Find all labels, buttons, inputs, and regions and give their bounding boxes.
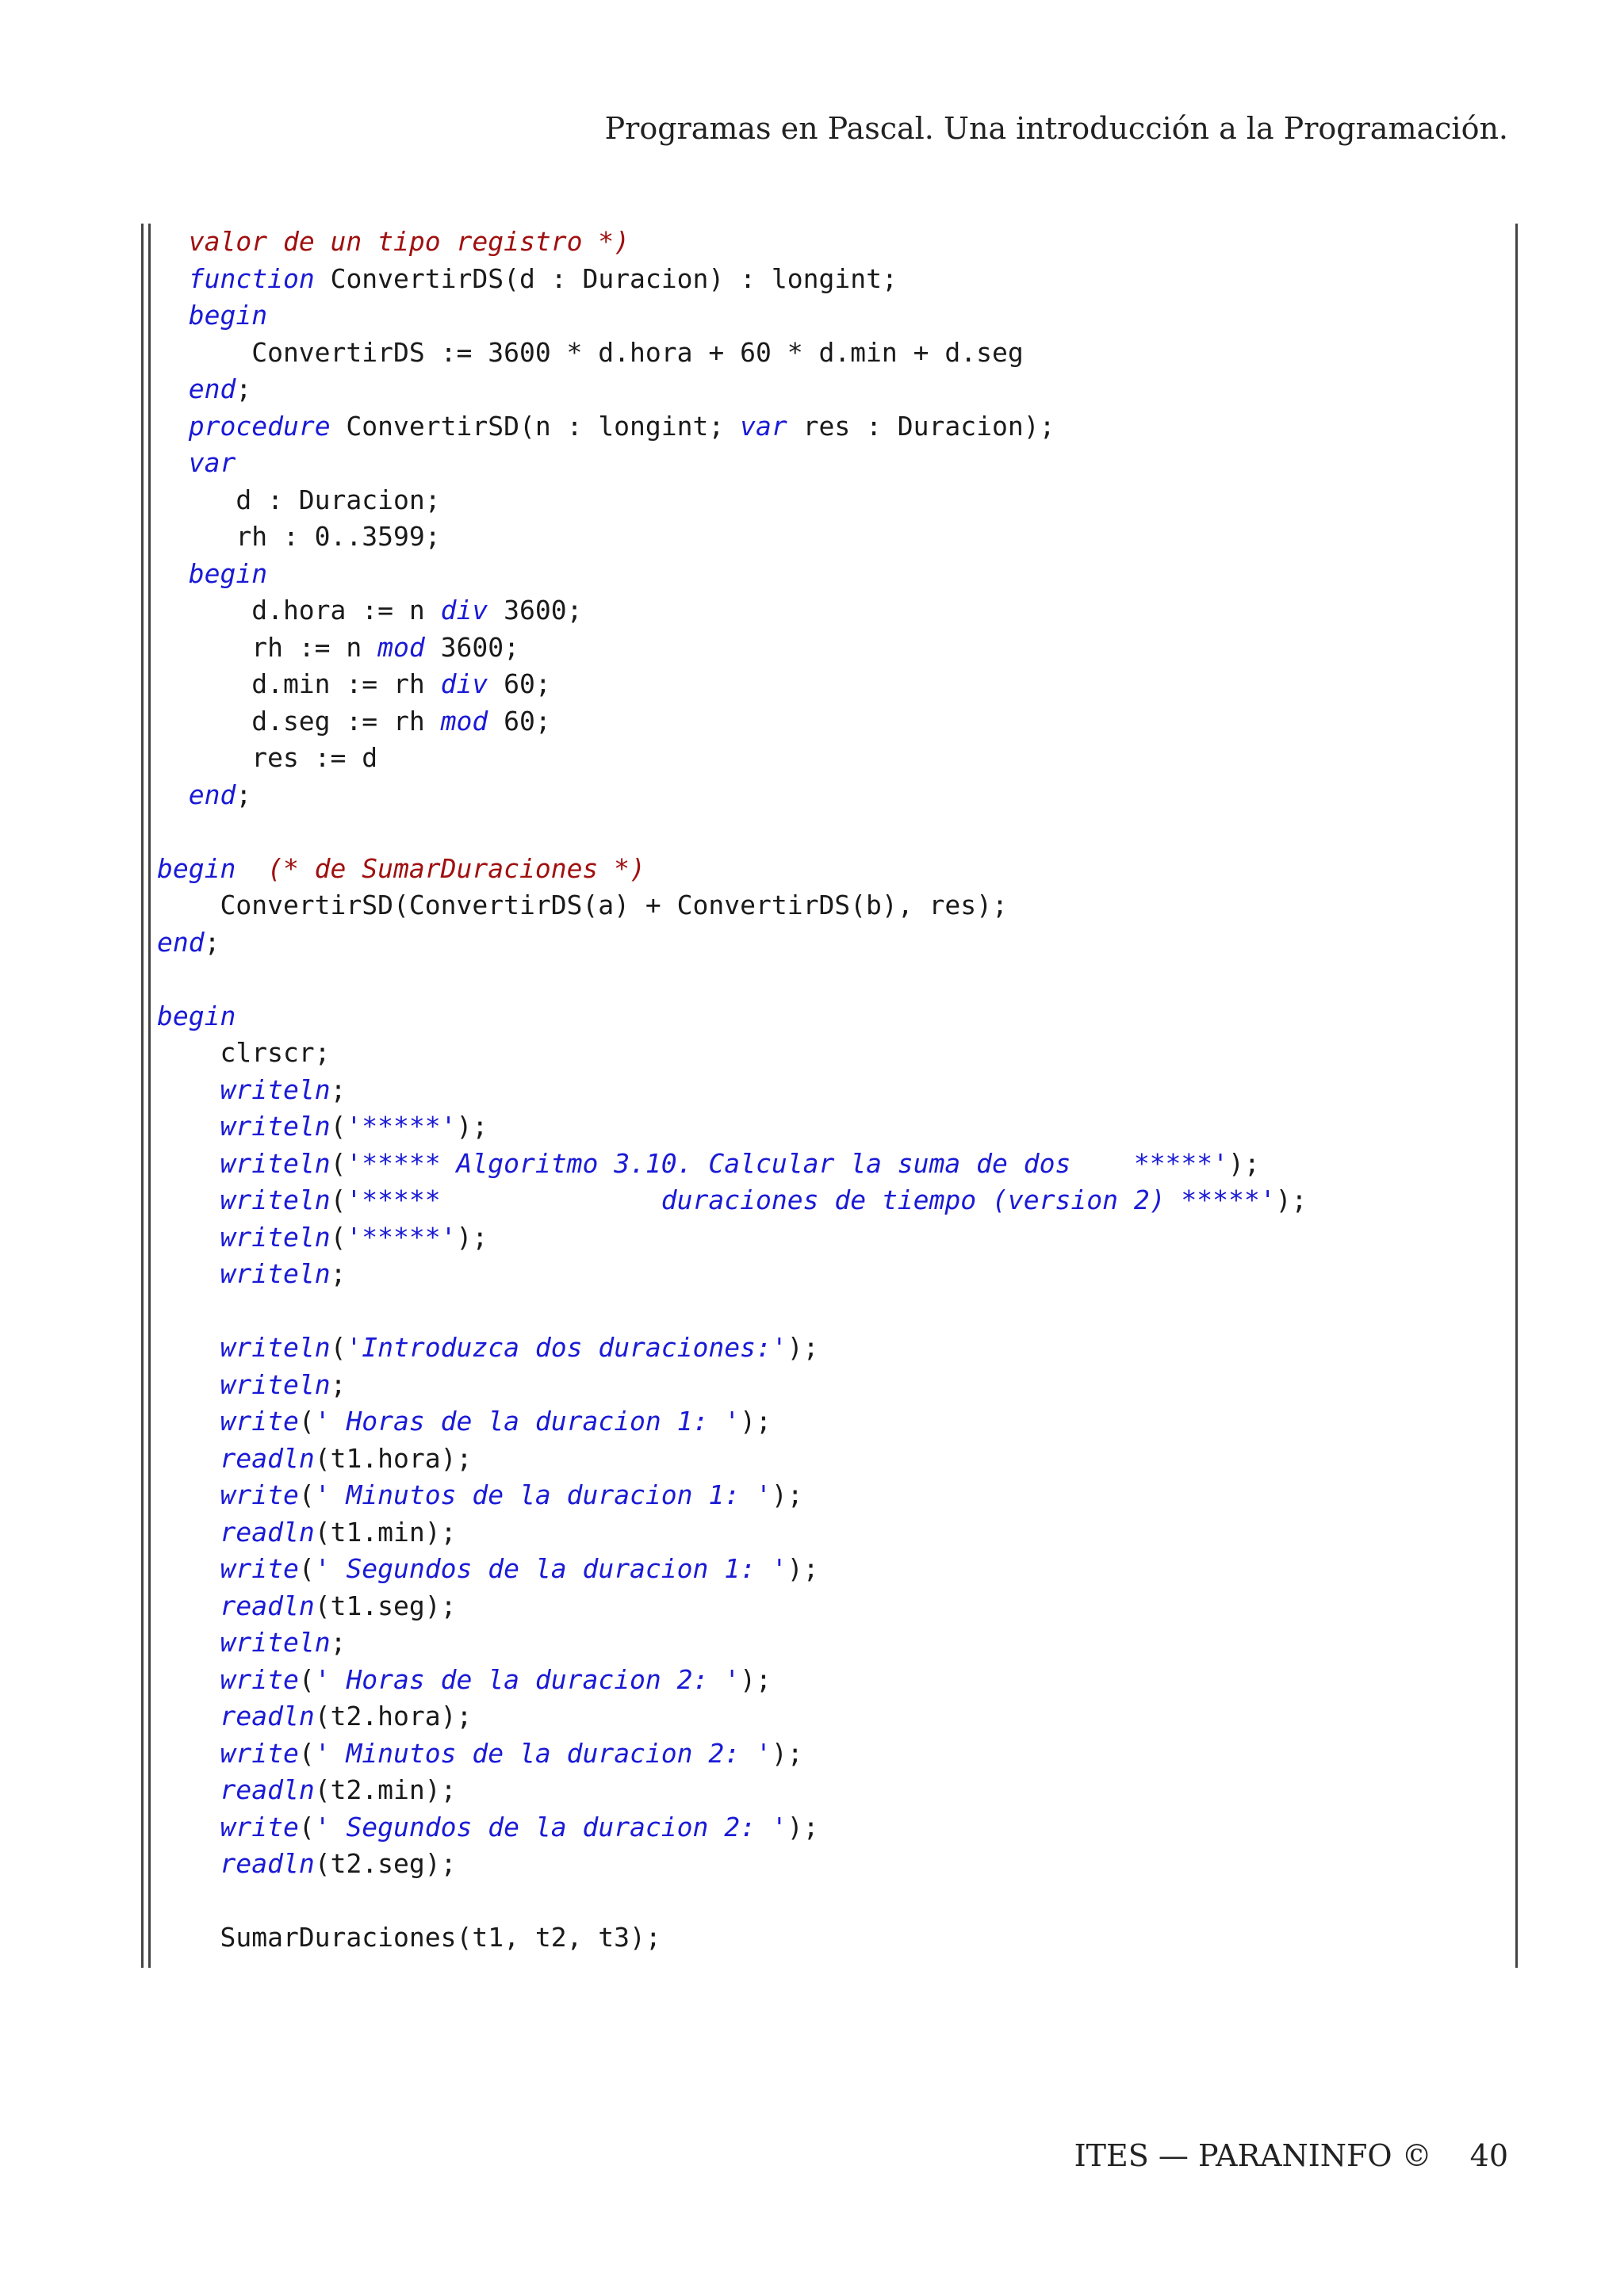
code-text: d.min := rh (157, 668, 441, 699)
code-keyword: end (188, 373, 236, 404)
code-line (157, 1182, 1497, 1219)
code-keyword: writeln (220, 1221, 331, 1253)
code-comment: valor de un tipo registro *) (188, 226, 630, 257)
code-keyword: end (188, 779, 236, 810)
code-text: ; (330, 1073, 347, 1105)
code-text: 60; (488, 668, 551, 699)
code-line (157, 1588, 1497, 1625)
code-text: ; (330, 1368, 347, 1400)
code-line (157, 1883, 1497, 1920)
code-keyword: writeln (220, 1627, 331, 1658)
code-keyword: begin (157, 1000, 236, 1031)
code-text (157, 300, 189, 331)
code-keyword: readln (220, 1516, 315, 1548)
running-header: Programas en Pascal. Una introducción a la Programación. (604, 111, 1508, 146)
code-text: ConvertirDS := 3600 * d.hora + 60 * d.min + d.seg (157, 336, 1024, 368)
code-keyword: var (740, 410, 787, 442)
code-line (157, 629, 1497, 667)
code-line (157, 335, 1497, 372)
code-keyword: readln (220, 1590, 315, 1621)
code-text (157, 1406, 220, 1437)
code-keyword: writeln (220, 1184, 331, 1215)
code-text: res : Duracion); (787, 410, 1055, 442)
code-line (157, 1367, 1497, 1404)
code-line (157, 1035, 1497, 1072)
code-text (157, 1590, 220, 1621)
code-text: 60; (488, 705, 551, 737)
code-text: ( (298, 1811, 315, 1843)
code-keyword: begin (157, 852, 236, 884)
code-text: d.hora := n (157, 595, 441, 626)
code-keyword: writeln (220, 1258, 331, 1289)
code-text (157, 411, 189, 442)
code-line (157, 1403, 1497, 1441)
code-text: ConvertirSD(ConvertirDS(a) + ConvertirDS(b), res); (157, 890, 1008, 920)
code-text (157, 1369, 220, 1400)
code-string: ' Minutos de la duracion 1: ' (314, 1479, 772, 1510)
code-keyword: writeln (220, 1332, 331, 1363)
code-text: SumarDuraciones(t1, t2, t3); (157, 1922, 661, 1953)
code-text: 3600; (488, 595, 583, 626)
code-line (157, 297, 1497, 335)
code-string: '***** Algoritmo 3.10. Calcular la suma de dos *****' (346, 1147, 1229, 1179)
code-text: ; (236, 373, 252, 404)
code-text: ( (330, 1147, 347, 1179)
code-text (157, 373, 189, 404)
left-double-rule-outer (141, 224, 144, 1968)
code-line (157, 1441, 1497, 1478)
code-text: ); (787, 1553, 819, 1584)
code-text: (t1.min); (314, 1516, 457, 1548)
code-line (157, 1514, 1497, 1552)
code-text (157, 1701, 220, 1732)
code-text: ; (204, 926, 220, 958)
code-line (157, 703, 1497, 740)
code-text: rh := n (157, 631, 378, 663)
code-line (157, 851, 1497, 888)
code-line (157, 1146, 1497, 1183)
code-keyword: div (440, 668, 488, 699)
code-keyword: writeln (220, 1368, 331, 1400)
code-text: ConvertirSD(n : longint; (330, 410, 741, 442)
code-text: ( (298, 1663, 315, 1695)
code-text: res := d (157, 742, 378, 773)
code-line (157, 408, 1497, 446)
pascal-code-block (157, 224, 1497, 1957)
code-line (157, 998, 1497, 1035)
code-keyword: writeln (220, 1147, 331, 1179)
code-line (157, 371, 1497, 408)
code-text (157, 447, 189, 478)
left-double-rule-inner (148, 224, 151, 1968)
code-line (157, 1772, 1497, 1809)
code-text: ( (330, 1332, 347, 1363)
code-text (157, 1111, 220, 1142)
code-text: ; (330, 1258, 347, 1289)
code-text: ); (787, 1332, 819, 1363)
code-line (157, 1108, 1497, 1146)
code-line (157, 666, 1497, 703)
publisher-credit: ITES — PARANINFO © (1074, 2138, 1432, 2173)
code-text: (t2.min); (314, 1774, 457, 1805)
code-line (157, 261, 1497, 298)
code-text (157, 1774, 220, 1805)
code-text: ( (330, 1221, 347, 1253)
code-text: ); (1228, 1147, 1260, 1179)
code-string: ' Segundos de la duracion 1: ' (314, 1553, 787, 1584)
code-text (157, 226, 189, 257)
code-keyword: begin (188, 557, 268, 589)
code-keyword: writeln (220, 1073, 331, 1105)
code-keyword: writeln (220, 1111, 331, 1142)
code-text: ConvertirDS(d : Duracion) : longint; (314, 262, 898, 294)
code-line (157, 1919, 1497, 1957)
code-keyword: write (220, 1553, 299, 1584)
code-keyword: var (188, 447, 236, 478)
code-keyword: write (220, 1811, 299, 1843)
code-text: ); (771, 1737, 803, 1769)
code-text: ); (740, 1406, 772, 1437)
code-text: ( (298, 1553, 315, 1584)
code-line (157, 556, 1497, 593)
code-line (157, 592, 1497, 629)
code-text: 3600; (424, 631, 519, 663)
code-string: ' Minutos de la duracion 2: ' (314, 1737, 772, 1769)
code-text: (t2.seg); (314, 1848, 457, 1879)
code-text (157, 1553, 220, 1584)
code-text (157, 558, 189, 589)
code-line (157, 1293, 1497, 1330)
code-text (157, 263, 189, 294)
code-keyword: readln (220, 1442, 315, 1474)
code-text: (t1.seg); (314, 1590, 457, 1621)
code-text: (t1.hora); (314, 1442, 473, 1474)
code-listing-frame (141, 224, 1518, 1968)
code-text: ( (298, 1479, 315, 1510)
code-keyword: write (220, 1663, 299, 1695)
code-line (157, 1809, 1497, 1846)
code-keyword: end (157, 926, 205, 958)
code-line (157, 519, 1497, 556)
code-text: rh : 0..3599; (157, 521, 441, 552)
code-text (157, 1258, 220, 1289)
code-line (157, 224, 1497, 261)
code-keyword: write (220, 1737, 299, 1769)
code-text (157, 1848, 220, 1879)
code-line (157, 1256, 1497, 1293)
code-string: ' Horas de la duracion 1: ' (314, 1406, 741, 1437)
code-text: ); (787, 1811, 819, 1843)
code-line (157, 740, 1497, 777)
code-line (157, 482, 1497, 519)
code-text (157, 1738, 220, 1769)
code-line (157, 1735, 1497, 1773)
code-string: ' Segundos de la duracion 2: ' (314, 1811, 787, 1843)
code-text: clrscr; (157, 1037, 331, 1068)
code-text: ); (456, 1221, 488, 1253)
code-keyword: readln (220, 1774, 315, 1805)
right-rule (1515, 224, 1518, 1968)
code-keyword: write (220, 1479, 299, 1510)
code-line (157, 1477, 1497, 1514)
code-line (157, 1551, 1497, 1588)
code-text (157, 1664, 220, 1695)
page-number: 40 (1469, 2138, 1508, 2173)
code-text: d.seg := rh (157, 705, 441, 737)
code-string: '***** duraciones de tiempo (version 2) *****' (346, 1184, 1276, 1215)
code-text: ; (236, 779, 252, 810)
code-string: '*****' (346, 1221, 457, 1253)
code-line (157, 1624, 1497, 1662)
code-string: '*****' (346, 1111, 457, 1142)
page-footer (1074, 2138, 1508, 2173)
code-text (157, 779, 189, 810)
code-text: ( (298, 1737, 315, 1769)
code-keyword: readln (220, 1701, 315, 1732)
code-keyword: readln (220, 1848, 315, 1879)
code-text (157, 1443, 220, 1474)
code-text: ; (330, 1627, 347, 1658)
code-comment: (* de SumarDuraciones *) (236, 852, 645, 884)
code-text: (t2.hora); (314, 1701, 473, 1732)
code-line (157, 887, 1497, 924)
code-keyword: mod (377, 631, 425, 663)
code-text: ( (298, 1406, 315, 1437)
code-keyword: write (220, 1406, 299, 1437)
code-text: ); (1275, 1184, 1308, 1215)
code-text (157, 1222, 220, 1253)
code-line (157, 1330, 1497, 1367)
code-text: ( (330, 1111, 347, 1142)
code-keyword: function (188, 262, 315, 294)
code-text (157, 1627, 220, 1658)
code-keyword: div (440, 595, 488, 626)
code-text (157, 1517, 220, 1548)
code-line (157, 813, 1497, 851)
code-text (157, 1074, 220, 1105)
code-text (157, 1479, 220, 1510)
code-keyword: procedure (188, 410, 331, 442)
code-text: ( (330, 1184, 347, 1215)
code-line (157, 1662, 1497, 1699)
code-text (157, 1148, 220, 1179)
code-text: d : Duracion; (157, 484, 441, 515)
code-line (157, 777, 1497, 814)
code-string: 'Introduzca dos duraciones:' (346, 1332, 787, 1363)
code-line (157, 1072, 1497, 1109)
code-text: ); (771, 1479, 803, 1510)
code-line (157, 1846, 1497, 1883)
code-line (157, 1698, 1497, 1735)
code-text: ); (740, 1663, 772, 1695)
code-text (157, 1332, 220, 1363)
code-text: ); (456, 1111, 488, 1142)
code-text (157, 1812, 220, 1843)
code-line (157, 961, 1497, 998)
code-text (157, 1184, 220, 1215)
code-line (157, 924, 1497, 962)
code-string: ' Horas de la duracion 2: ' (314, 1663, 741, 1695)
code-keyword: mod (440, 705, 488, 737)
code-keyword: begin (188, 300, 268, 331)
code-line (157, 445, 1497, 482)
code-line (157, 1219, 1497, 1257)
